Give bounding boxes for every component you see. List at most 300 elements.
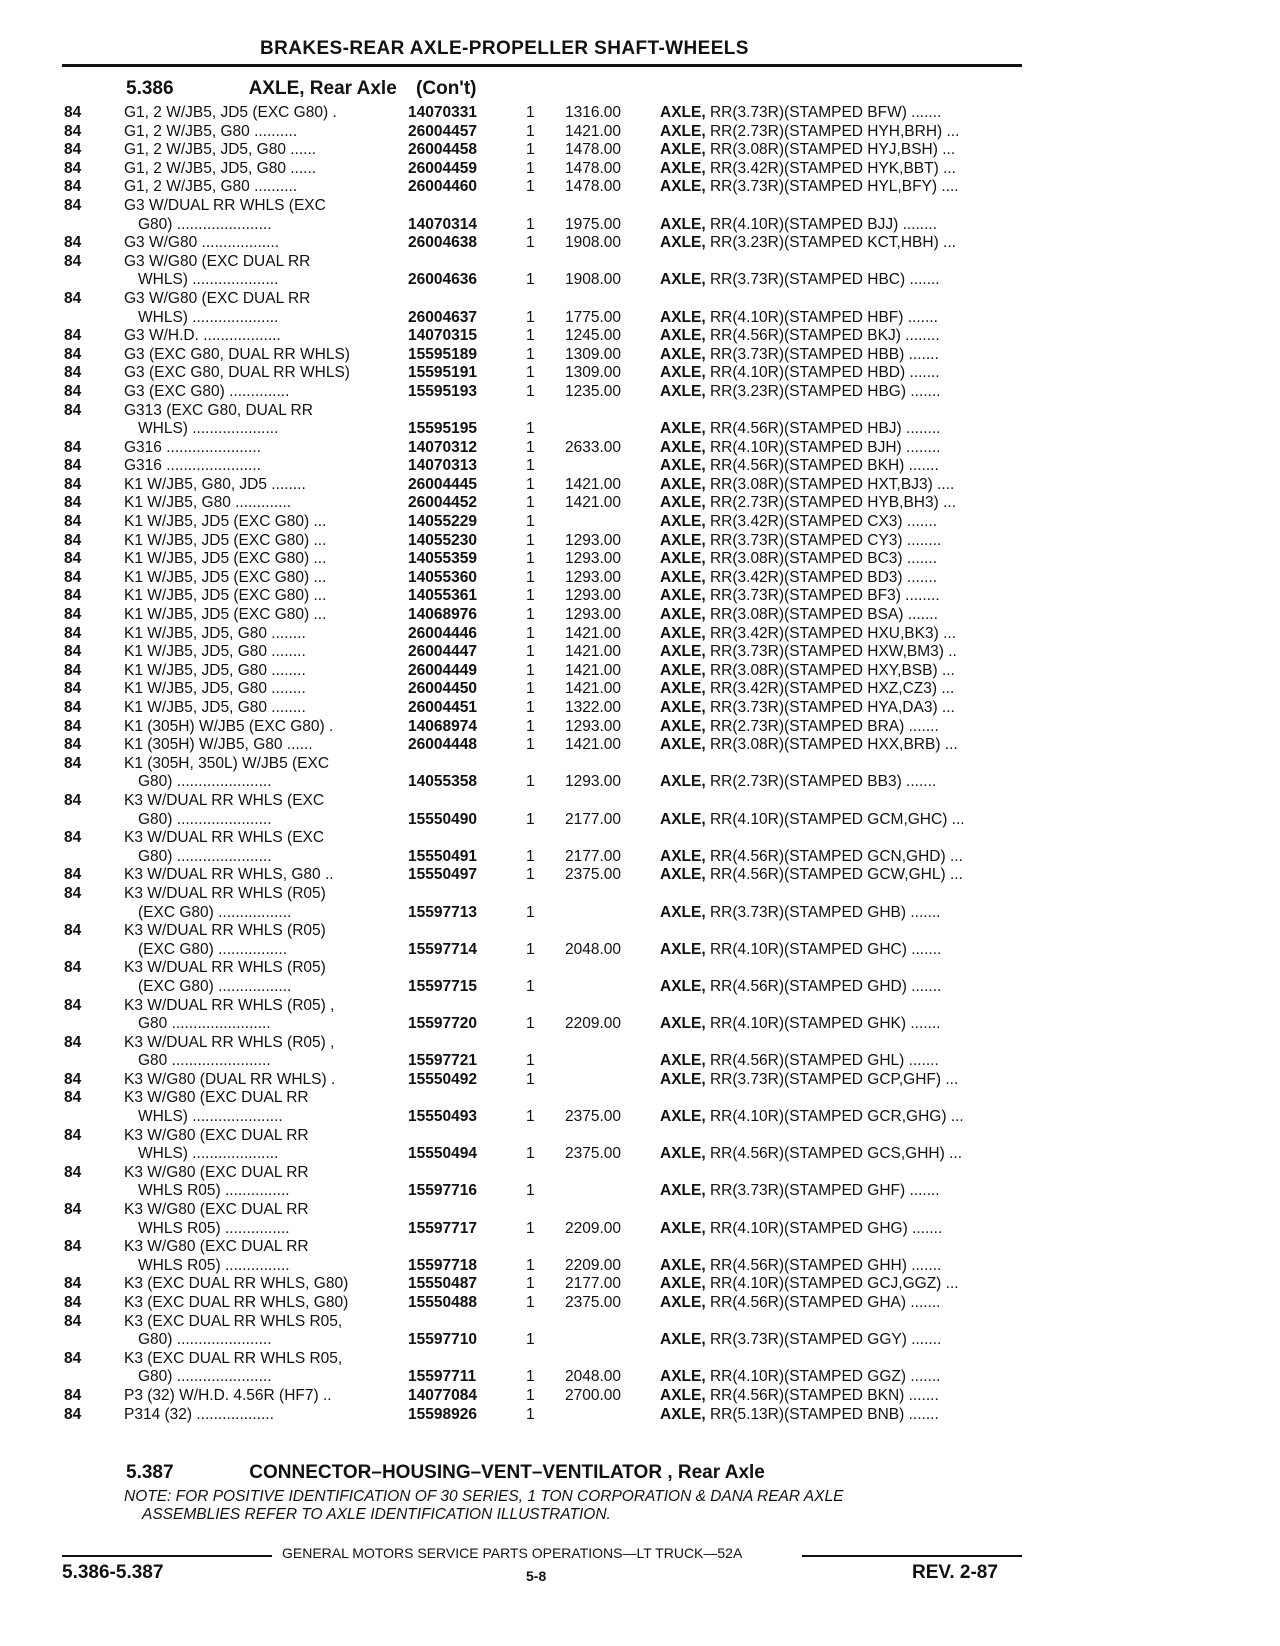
part-number: 26004449 <box>408 661 477 679</box>
usage-description: K1 W/JB5, JD5 (EXC G80) ... <box>124 513 327 531</box>
usage-description: WHLS) .................... <box>138 1145 279 1163</box>
price: 1293.00 <box>565 606 622 624</box>
part-number: 15595193 <box>408 382 477 400</box>
part-name-noun: AXLE, <box>660 141 706 159</box>
usage-description: K1 (305H) W/JB5, G80 ...... <box>124 736 313 754</box>
quantity: 1 <box>526 327 535 345</box>
figure-number: 84 <box>64 829 82 847</box>
price: 1293.00 <box>565 568 622 586</box>
usage-description: K1 W/JB5, G80, JD5 ........ <box>124 475 306 493</box>
table-row <box>0 1201 1280 1220</box>
figure-number: 84 <box>64 1275 82 1293</box>
price: 1293.00 <box>565 550 622 568</box>
part-number: 15595191 <box>408 364 477 382</box>
figure-number: 84 <box>64 327 82 345</box>
usage-description: K3 W/G80 (EXC DUAL RR <box>124 1126 309 1144</box>
part-name-spec: RR(3.73R)(STAMPED GHF) ....... <box>705 1182 940 1200</box>
figure-number: 84 <box>64 996 82 1014</box>
part-name <box>660 420 940 439</box>
usage-description: G316 ...................... <box>124 438 261 456</box>
part-name-noun: AXLE, <box>660 1368 706 1386</box>
part-name-noun: AXLE, <box>660 215 706 233</box>
table-row <box>0 1350 1280 1369</box>
table-row <box>0 1406 1280 1425</box>
part-name-spec: RR(4.10R)(STAMPED GHC) ....... <box>705 940 942 958</box>
usage-description: K3 W/DUAL RR WHLS (EXC <box>124 829 325 847</box>
part-name <box>660 1406 939 1425</box>
header-rule <box>62 64 1022 67</box>
table-row <box>0 160 1280 179</box>
figure-number: 84 <box>64 1070 82 1088</box>
part-name-noun: AXLE, <box>660 717 706 735</box>
part-name-spec: RR(3.73R)(STAMPED HYL,BFY) .... <box>705 178 959 196</box>
table-row <box>0 643 1280 662</box>
part-name <box>660 1052 939 1071</box>
part-number: 26004448 <box>408 736 477 754</box>
part-name-noun: AXLE, <box>660 1331 706 1349</box>
part-name <box>660 1387 939 1406</box>
part-name <box>660 327 940 346</box>
usage-description: K3 W/G80 (EXC DUAL RR <box>124 1201 309 1219</box>
quantity: 1 <box>526 1331 535 1349</box>
quantity: 1 <box>526 1386 535 1404</box>
part-name-noun: AXLE, <box>660 1386 706 1404</box>
part-name-spec: RR(4.56R)(STAMPED GCW,GHL) ... <box>705 866 963 884</box>
price: 1421.00 <box>565 475 622 493</box>
part-number: 26004637 <box>408 308 477 326</box>
part-name-spec: RR(3.73R)(STAMPED HYA,DA3) ... <box>705 699 955 716</box>
part-name-spec: RR(4.10R)(STAMPED GCR,GHG) ... <box>705 1108 964 1126</box>
part-name <box>660 625 956 644</box>
usage-description: K3 W/G80 (EXC DUAL RR <box>124 1089 309 1107</box>
table-row <box>0 1313 1280 1332</box>
price: 2375.00 <box>565 1145 622 1163</box>
figure-number: 84 <box>64 606 82 624</box>
quantity: 1 <box>526 234 535 252</box>
figure-number: 84 <box>64 587 82 605</box>
table-row <box>0 1127 1280 1146</box>
usage-description: K1 W/JB5, JD5 (EXC G80) ... <box>124 550 327 568</box>
part-name <box>660 123 959 142</box>
quantity: 1 <box>526 494 535 512</box>
usage-description: WHLS) .................... <box>138 308 279 326</box>
usage-description: (EXC G80) ................. <box>138 977 292 995</box>
part-number: 15550492 <box>408 1070 477 1088</box>
table-row <box>0 309 1280 328</box>
usage-description: G3 W/H.D. .................. <box>124 327 281 345</box>
usage-description: K3 W/G80 (EXC DUAL RR <box>124 1238 309 1256</box>
part-name-noun: AXLE, <box>660 1052 706 1070</box>
part-number: 15595195 <box>408 420 477 438</box>
part-name <box>660 346 939 365</box>
part-number: 26004452 <box>408 494 477 512</box>
table-row <box>0 885 1280 904</box>
usage-description: WHLS) .................... <box>138 271 279 289</box>
part-name-noun: AXLE, <box>660 1015 706 1033</box>
part-number: 26004459 <box>408 159 477 177</box>
part-name-noun: AXLE, <box>660 1145 706 1163</box>
figure-number: 84 <box>64 494 82 512</box>
quantity: 1 <box>526 438 535 456</box>
part-name-spec: RR(3.08R)(STAMPED HXX,BRB) ... <box>705 736 958 754</box>
part-number: 14055230 <box>408 531 477 549</box>
table-row <box>0 792 1280 811</box>
part-name-spec: RR(4.10R)(STAMPED GCM,GHC) ... <box>705 810 965 828</box>
quantity: 1 <box>526 568 535 586</box>
table-row <box>0 755 1280 774</box>
part-number: 15550497 <box>408 866 477 884</box>
figure-number: 84 <box>64 141 82 159</box>
table-row <box>0 1238 1280 1257</box>
table-row <box>0 1034 1280 1053</box>
usage-description: G316 ...................... <box>124 457 261 475</box>
price: 1478.00 <box>565 178 622 196</box>
part-name <box>660 364 940 383</box>
table-row <box>0 197 1280 216</box>
price: 2177.00 <box>565 847 622 865</box>
figure-number: 84 <box>64 791 82 809</box>
price: 2375.00 <box>565 1294 622 1311</box>
part-number: 26004458 <box>408 141 477 159</box>
footer-page-number: 5-8 <box>526 1568 547 1584</box>
table-row <box>0 271 1280 290</box>
usage-description: K3 W/DUAL RR WHLS (R05) <box>124 922 326 940</box>
table-row <box>0 569 1280 588</box>
usage-description: G80) ...................... <box>138 847 272 865</box>
part-name-spec: RR(2.73R)(STAMPED BRA) ....... <box>705 717 939 735</box>
section-387-title: CONNECTOR–HOUSING–VENT–VENTILATOR , Rear Axle <box>249 1462 765 1483</box>
part-name <box>660 866 963 885</box>
part-name <box>660 309 938 328</box>
price: 2177.00 <box>565 810 622 828</box>
part-name <box>660 160 956 179</box>
table-row <box>0 1145 1280 1164</box>
table-row <box>0 625 1280 644</box>
table-row <box>0 1331 1280 1350</box>
part-name <box>660 494 956 513</box>
quantity: 1 <box>526 271 535 289</box>
part-name-spec: RR(3.73R)(STAMPED GGY) ....... <box>705 1331 942 1349</box>
part-name-spec: RR(4.56R)(STAMPED BKJ) ........ <box>705 327 940 345</box>
part-name <box>660 848 963 867</box>
usage-description: K1 W/JB5, JD5, G80 ........ <box>124 643 306 661</box>
part-name <box>660 941 941 960</box>
quantity: 1 <box>526 513 535 531</box>
part-name-noun: AXLE, <box>660 1405 706 1423</box>
part-name <box>660 643 957 662</box>
quantity: 1 <box>526 717 535 735</box>
usage-description: K3 W/G80 (DUAL RR WHLS) . <box>124 1070 336 1088</box>
table-row <box>0 1275 1280 1294</box>
table-row <box>0 773 1280 792</box>
figure-number: 84 <box>64 382 82 400</box>
quantity: 1 <box>526 1108 535 1126</box>
table-row <box>0 1164 1280 1183</box>
usage-description: G1, 2 W/JB5, G80 .......... <box>124 122 298 140</box>
part-name-spec: RR(3.42R)(STAMPED HXU,BK3) ... <box>705 624 956 642</box>
table-row <box>0 439 1280 458</box>
usage-description: K1 W/JB5, JD5 (EXC G80) ... <box>124 568 327 586</box>
part-name-spec: RR(3.73R)(STAMPED GCP,GHF) ... <box>705 1070 959 1088</box>
table-row <box>0 346 1280 365</box>
part-name <box>660 699 955 718</box>
part-name-spec: RR(3.73R)(STAMPED BFW) ....... <box>705 104 942 121</box>
usage-description: G1, 2 W/JB5, JD5, G80 ...... <box>124 141 317 159</box>
table-row <box>0 680 1280 699</box>
part-name-noun: AXLE, <box>660 699 706 716</box>
table-row <box>0 234 1280 253</box>
usage-description: K1 W/JB5, JD5, G80 ........ <box>124 680 306 698</box>
price: 1245.00 <box>565 327 622 345</box>
part-name-spec: RR(3.08R)(STAMPED HXY,BSB) ... <box>705 661 955 679</box>
part-name-spec: RR(4.56R)(STAMPED HBJ) ........ <box>705 420 941 438</box>
usage-description: G3 (EXC G80, DUAL RR WHLS) <box>124 364 350 382</box>
quantity: 1 <box>526 643 535 661</box>
part-number: 26004447 <box>408 643 477 661</box>
quantity: 1 <box>526 104 535 121</box>
price: 1309.00 <box>565 345 622 363</box>
part-name-spec: RR(2.73R)(STAMPED HYB,BH3) ... <box>705 494 956 512</box>
part-number: 26004450 <box>408 680 477 698</box>
usage-description: K3 W/G80 (EXC DUAL RR <box>124 1163 309 1181</box>
table-row <box>0 997 1280 1016</box>
part-name-noun: AXLE, <box>660 104 706 121</box>
part-name-noun: AXLE, <box>660 568 706 586</box>
figure-number: 84 <box>64 122 82 140</box>
figure-number: 84 <box>64 104 82 121</box>
part-number: 15597711 <box>408 1368 477 1386</box>
part-number: 15598926 <box>408 1405 477 1423</box>
quantity: 1 <box>526 1182 535 1200</box>
part-name <box>660 606 938 625</box>
usage-description: WHLS R05) ............... <box>138 1256 290 1274</box>
quantity: 1 <box>526 141 535 159</box>
part-name <box>660 513 937 532</box>
footer-publisher: GENERAL MOTORS SERVICE PARTS OPERATIONS—LT TRUCK—52A <box>282 1545 743 1561</box>
table-row <box>0 476 1280 495</box>
price: 2633.00 <box>565 438 622 456</box>
usage-description: G3 W/G80 (EXC DUAL RR <box>124 252 311 270</box>
usage-description: G1, 2 W/JB5, G80 .......... <box>124 178 298 196</box>
table-row <box>0 922 1280 941</box>
figure-number: 84 <box>64 959 82 977</box>
part-number: 26004636 <box>408 271 477 289</box>
part-number: 14055229 <box>408 513 477 531</box>
part-name-noun: AXLE, <box>660 1182 706 1200</box>
part-name-spec: RR(5.13R)(STAMPED BNB) ....... <box>705 1405 939 1423</box>
part-name-spec: RR(2.73R)(STAMPED BB3) ....... <box>705 773 937 791</box>
usage-description: G3 (EXC G80) .............. <box>124 382 290 400</box>
quantity: 1 <box>526 977 535 995</box>
table-row <box>0 1089 1280 1108</box>
part-name-spec: RR(4.10R)(STAMPED GGZ) ....... <box>705 1368 941 1386</box>
part-number: 26004457 <box>408 122 477 140</box>
part-number: 15550488 <box>408 1294 477 1311</box>
table-row <box>0 457 1280 476</box>
usage-description: K1 W/JB5, JD5 (EXC G80) ... <box>124 606 327 624</box>
quantity: 1 <box>526 475 535 493</box>
price: 1293.00 <box>565 587 622 605</box>
table-row <box>0 178 1280 197</box>
quantity: 1 <box>526 215 535 233</box>
usage-description: K1 (305H, 350L) W/JB5 (EXC <box>124 754 330 772</box>
figure-number: 84 <box>64 1126 82 1144</box>
price: 2209.00 <box>565 1219 622 1237</box>
part-name-noun: AXLE, <box>660 420 706 438</box>
part-name <box>660 1015 940 1034</box>
part-name <box>660 141 955 160</box>
part-number: 15597710 <box>408 1331 477 1349</box>
part-name-spec: RR(3.42R)(STAMPED BD3) ....... <box>705 568 938 586</box>
quantity: 1 <box>526 847 535 865</box>
part-name <box>660 383 940 402</box>
part-name <box>660 1275 959 1294</box>
price: 2375.00 <box>565 866 622 884</box>
figure-number: 84 <box>64 178 82 196</box>
price: 1478.00 <box>565 159 622 177</box>
part-number: 14055359 <box>408 550 477 568</box>
figure-number: 84 <box>64 717 82 735</box>
identification-note <box>124 1488 1004 1524</box>
price: 1975.00 <box>565 215 622 233</box>
note-line-2: ASSEMBLIES REFER TO AXLE IDENTIFICATION ILLUSTRATION. <box>142 1506 611 1523</box>
usage-description: K3 W/DUAL RR WHLS (R05) , <box>124 996 335 1014</box>
table-row <box>0 1071 1280 1090</box>
price: 1293.00 <box>565 531 622 549</box>
figure-number: 84 <box>64 1312 82 1330</box>
part-name <box>660 1294 940 1313</box>
part-name <box>660 1108 964 1127</box>
part-name <box>660 1331 941 1350</box>
table-row <box>0 1387 1280 1406</box>
part-name-noun: AXLE, <box>660 1219 706 1237</box>
part-name <box>660 904 940 923</box>
part-name-noun: AXLE, <box>660 624 706 642</box>
part-name <box>660 234 956 253</box>
part-name-noun: AXLE, <box>660 513 706 531</box>
usage-description: K3 (EXC DUAL RR WHLS R05, <box>124 1349 343 1367</box>
part-name-noun: AXLE, <box>660 773 706 791</box>
price: 2048.00 <box>565 940 622 958</box>
table-row <box>0 941 1280 960</box>
usage-description: K3 (EXC DUAL RR WHLS R05, <box>124 1312 343 1330</box>
table-row <box>0 718 1280 737</box>
figure-number: 84 <box>64 568 82 586</box>
part-number: 15597717 <box>408 1219 477 1237</box>
part-number: 15550490 <box>408 810 477 828</box>
usage-description: WHLS) .................... <box>138 420 279 438</box>
quantity: 1 <box>526 773 535 791</box>
part-number: 26004460 <box>408 178 477 196</box>
usage-description: G80) ...................... <box>138 773 272 791</box>
price: 2177.00 <box>565 1275 622 1293</box>
part-name-spec: RR(4.10R)(STAMPED HBF) ....... <box>705 308 938 326</box>
part-name <box>660 1257 941 1276</box>
quantity: 1 <box>526 624 535 642</box>
part-number: 15597720 <box>408 1015 477 1033</box>
table-row <box>0 848 1280 867</box>
part-name <box>660 178 959 197</box>
quantity: 1 <box>526 680 535 698</box>
section-386-number: 5.386 <box>126 78 174 99</box>
table-row <box>0 1368 1280 1387</box>
footer-revision: REV. 2-87 <box>912 1562 998 1583</box>
part-name-noun: AXLE, <box>660 847 706 865</box>
part-name-noun: AXLE, <box>660 234 706 252</box>
table-row <box>0 383 1280 402</box>
table-row <box>0 290 1280 309</box>
part-number: 15597713 <box>408 903 477 921</box>
figure-number: 84 <box>64 196 82 214</box>
part-name-noun: AXLE, <box>660 457 706 475</box>
quantity: 1 <box>526 1145 535 1163</box>
part-name-noun: AXLE, <box>660 308 706 326</box>
usage-description: K3 (EXC DUAL RR WHLS, G80) <box>124 1294 349 1311</box>
part-name <box>660 550 937 569</box>
figure-number: 84 <box>64 1238 82 1256</box>
usage-description: P314 (32) .................. <box>124 1405 274 1423</box>
part-number: 15597716 <box>408 1182 477 1200</box>
usage-description: G3 W/DUAL RR WHLS (EXC <box>124 196 326 214</box>
usage-description: K1 W/JB5, JD5 (EXC G80) ... <box>124 531 327 549</box>
table-row <box>0 978 1280 997</box>
part-number: 26004638 <box>408 234 477 252</box>
table-row <box>0 1182 1280 1201</box>
table-row <box>0 494 1280 513</box>
part-name-noun: AXLE, <box>660 587 706 605</box>
table-row <box>0 662 1280 681</box>
part-name-noun: AXLE, <box>660 327 706 345</box>
price: 2375.00 <box>565 1108 622 1126</box>
part-name <box>660 1182 940 1201</box>
table-row <box>0 904 1280 923</box>
part-name <box>660 662 955 681</box>
price: 2209.00 <box>565 1256 622 1274</box>
table-row <box>0 550 1280 569</box>
table-row <box>0 532 1280 551</box>
usage-description: K3 (EXC DUAL RR WHLS, G80) <box>124 1275 349 1293</box>
part-name-noun: AXLE, <box>660 438 706 456</box>
price: 1421.00 <box>565 122 622 140</box>
usage-description: G80) ...................... <box>138 215 272 233</box>
usage-description: WHLS) ..................... <box>138 1108 283 1126</box>
part-name-spec: RR(4.10R)(STAMPED GCJ,GGZ) ... <box>705 1275 959 1293</box>
part-name-noun: AXLE, <box>660 345 706 363</box>
figure-number: 84 <box>64 1349 82 1367</box>
part-name-noun: AXLE, <box>660 159 706 177</box>
part-name-noun: AXLE, <box>660 475 706 493</box>
part-number: 15597714 <box>408 940 477 958</box>
part-name-noun: AXLE, <box>660 550 706 568</box>
note-line-1: NOTE: FOR POSITIVE IDENTIFICATION OF 30 SERIES, 1 TON CORPORATION & DANA REAR AXLE <box>124 1488 844 1505</box>
usage-description: G80 ....................... <box>138 1052 271 1070</box>
part-name-spec: RR(3.42R)(STAMPED HYK,BBT) ... <box>705 159 956 177</box>
part-name <box>660 718 939 737</box>
part-name-spec: RR(3.42R)(STAMPED HXZ,CZ3) ... <box>705 680 955 698</box>
part-name-spec: RR(3.23R)(STAMPED KCT,HBH) ... <box>705 234 956 252</box>
part-number: 14068974 <box>408 717 477 735</box>
part-name-spec: RR(3.73R)(STAMPED HXW,BM3) .. <box>705 643 957 661</box>
part-name-noun: AXLE, <box>660 494 706 512</box>
part-name-noun: AXLE, <box>660 643 706 661</box>
part-name-spec: RR(3.08R)(STAMPED HXT,BJ3) .... <box>705 475 955 493</box>
part-number: 14070314 <box>408 215 477 233</box>
part-name <box>660 216 937 235</box>
figure-number: 84 <box>64 754 82 772</box>
part-name <box>660 587 940 606</box>
quantity: 1 <box>526 661 535 679</box>
table-row <box>0 253 1280 272</box>
